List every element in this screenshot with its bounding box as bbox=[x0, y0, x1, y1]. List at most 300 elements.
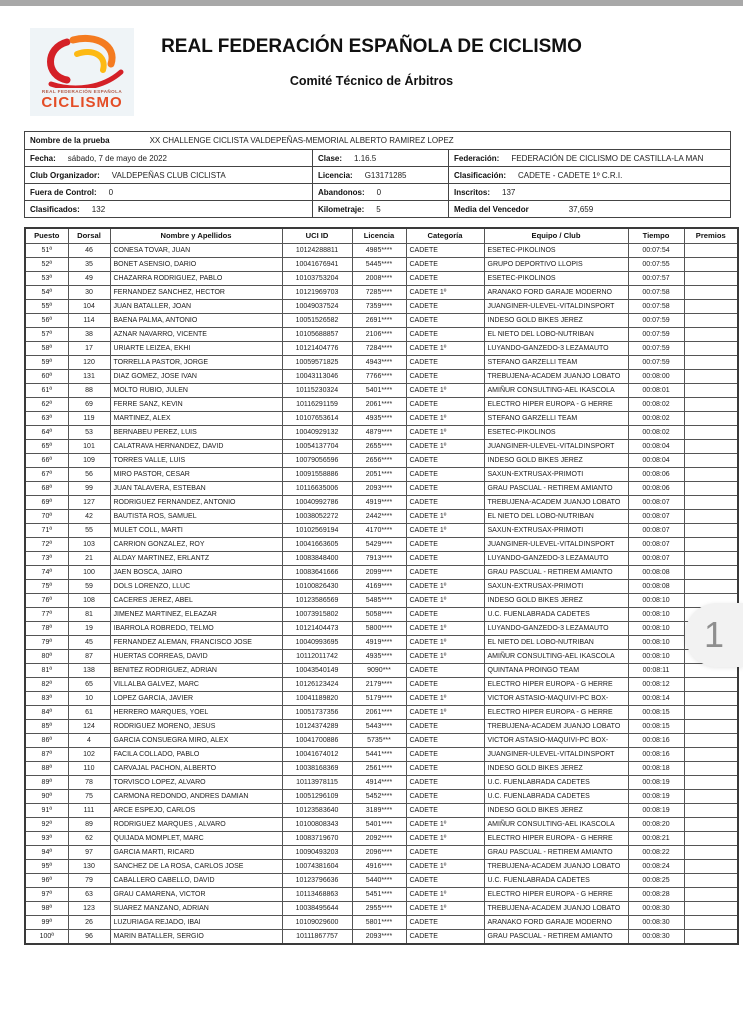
table-row bbox=[25, 579, 738, 593]
cell-equipo: ELECTRO HIPER EUROPA - G HERRE bbox=[484, 397, 628, 411]
cell-categoria: CADETE bbox=[406, 915, 484, 929]
cell-categoria: CADETE 1º bbox=[406, 859, 484, 873]
cell-nombre: ALDAY MARTINEZ, ERLANTZ bbox=[110, 551, 282, 565]
cell-licencia: 4935**** bbox=[352, 649, 406, 663]
cell-categoria: CADETE bbox=[406, 257, 484, 271]
cell-dorsal: 59 bbox=[68, 579, 110, 593]
cell-puesto: 59ª bbox=[25, 355, 68, 369]
club-value: VALDEPEÑAS CLUB CICLISTA bbox=[111, 170, 226, 180]
cell-premios bbox=[684, 705, 738, 719]
cell-licencia: 5801**** bbox=[352, 915, 406, 929]
cell-licencia: 5058**** bbox=[352, 607, 406, 621]
table-row bbox=[25, 677, 738, 691]
table-row bbox=[25, 425, 738, 439]
cell-tiempo: 00:08:10 bbox=[628, 635, 684, 649]
table-row bbox=[25, 593, 738, 607]
cell-nombre: MULET COLL, MARTI bbox=[110, 523, 282, 537]
table-row bbox=[25, 901, 738, 915]
cell-nombre: BAENA PALMA, ANTONIO bbox=[110, 313, 282, 327]
table-row bbox=[25, 299, 738, 313]
cell-dorsal: 102 bbox=[68, 747, 110, 761]
cell-nombre: JUAN TALAVERA, ESTEBAN bbox=[110, 481, 282, 495]
cell-dorsal: 110 bbox=[68, 761, 110, 775]
cell-dorsal: 30 bbox=[68, 285, 110, 299]
cell-uci-id: 10126123424 bbox=[282, 677, 352, 691]
cell-tiempo: 00:07:55 bbox=[628, 257, 684, 271]
cell-puesto: 76ª bbox=[25, 593, 68, 607]
table-row bbox=[25, 663, 738, 677]
cell-licencia: 4916**** bbox=[352, 859, 406, 873]
cell-dorsal: 46 bbox=[68, 243, 110, 257]
cell-premios bbox=[684, 327, 738, 341]
cell-licencia: 4879**** bbox=[352, 425, 406, 439]
cell-puesto: 56ª bbox=[25, 313, 68, 327]
table-row bbox=[25, 789, 738, 803]
cell-uci-id: 10102569194 bbox=[282, 523, 352, 537]
cell-puesto: 55ª bbox=[25, 299, 68, 313]
cell-premios bbox=[684, 677, 738, 691]
table-row bbox=[25, 817, 738, 831]
cell-nombre: MIRO PASTOR, CESAR bbox=[110, 467, 282, 481]
cell-puesto: 57ª bbox=[25, 327, 68, 341]
table-row bbox=[25, 411, 738, 425]
cell-dorsal: 53 bbox=[68, 425, 110, 439]
cell-puesto: 53ª bbox=[25, 271, 68, 285]
fuera-control-value: 0 bbox=[108, 187, 114, 197]
cell-categoria: CADETE 1º bbox=[406, 509, 484, 523]
cell-premios bbox=[684, 299, 738, 313]
cell-licencia: 2061**** bbox=[352, 397, 406, 411]
cell-equipo: TREBUJENA-ACADEM JUANJO LOBATO bbox=[484, 901, 628, 915]
cell-licencia: 5401**** bbox=[352, 817, 406, 831]
table-row bbox=[25, 705, 738, 719]
table-row bbox=[25, 915, 738, 929]
cell-uci-id: 10116291159 bbox=[282, 397, 352, 411]
cell-tiempo: 00:08:07 bbox=[628, 551, 684, 565]
cell-premios bbox=[684, 789, 738, 803]
info-row-fecha bbox=[25, 149, 730, 166]
race-info-box bbox=[24, 131, 731, 218]
cell-licencia: 2179**** bbox=[352, 677, 406, 691]
cell-tiempo: 00:08:10 bbox=[628, 621, 684, 635]
cell-puesto: 99ª bbox=[25, 915, 68, 929]
cell-dorsal: 127 bbox=[68, 495, 110, 509]
cell-categoria: CADETE bbox=[406, 873, 484, 887]
cell-nombre: CALATRAVA HERNANDEZ, DAVID bbox=[110, 439, 282, 453]
cell-categoria: CADETE bbox=[406, 537, 484, 551]
cell-dorsal: 131 bbox=[68, 369, 110, 383]
cell-puesto: 89ª bbox=[25, 775, 68, 789]
cell-tiempo: 00:08:18 bbox=[628, 761, 684, 775]
cell-nombre: BAUTISTA ROS, SAMUEL bbox=[110, 509, 282, 523]
table-header-row bbox=[25, 228, 738, 243]
cell-dorsal: 65 bbox=[68, 677, 110, 691]
cell-dorsal: 88 bbox=[68, 383, 110, 397]
table-row bbox=[25, 621, 738, 635]
table-row bbox=[25, 691, 738, 705]
results-table-body bbox=[25, 243, 738, 944]
cell-puesto: 85ª bbox=[25, 719, 68, 733]
cell-uci-id: 10121404473 bbox=[282, 621, 352, 635]
cell-dorsal: 69 bbox=[68, 397, 110, 411]
cell-uci-id: 10123586569 bbox=[282, 593, 352, 607]
cell-dorsal: 26 bbox=[68, 915, 110, 929]
cell-licencia: 7766**** bbox=[352, 369, 406, 383]
cell-dorsal: 120 bbox=[68, 355, 110, 369]
cell-nombre: TORVISCO LOPEZ, ALVARO bbox=[110, 775, 282, 789]
col-header-uci-id: UCI ID bbox=[282, 228, 352, 243]
cell-licencia: 2061**** bbox=[352, 705, 406, 719]
federacion-value: FEDERACIÓN DE CICLISMO DE CASTILLA-LA MAN bbox=[511, 153, 704, 163]
cell-dorsal: 100 bbox=[68, 565, 110, 579]
cell-uci-id: 10040929132 bbox=[282, 425, 352, 439]
cell-puesto: 88ª bbox=[25, 761, 68, 775]
cell-tiempo: 00:07:58 bbox=[628, 299, 684, 313]
viewer-top-bar bbox=[0, 0, 743, 6]
cell-puesto: 54ª bbox=[25, 285, 68, 299]
table-row bbox=[25, 607, 738, 621]
cell-categoria: CADETE 1º bbox=[406, 383, 484, 397]
cell-equipo: AMIÑUR CONSULTING-AEL IKASCOLA bbox=[484, 649, 628, 663]
cell-categoria: CADETE bbox=[406, 803, 484, 817]
cell-premios bbox=[684, 355, 738, 369]
cell-dorsal: 87 bbox=[68, 649, 110, 663]
cell-licencia: 7284**** bbox=[352, 341, 406, 355]
cell-tiempo: 00:08:02 bbox=[628, 397, 684, 411]
cell-licencia: 4914**** bbox=[352, 775, 406, 789]
cell-dorsal: 17 bbox=[68, 341, 110, 355]
cell-uci-id: 10107653614 bbox=[282, 411, 352, 425]
cell-equipo: LUYANDO-GANZEDO-3 LEZAMAUTO bbox=[484, 341, 628, 355]
cell-premios bbox=[684, 397, 738, 411]
cell-puesto: 75ª bbox=[25, 579, 68, 593]
cell-dorsal: 89 bbox=[68, 817, 110, 831]
cell-nombre: FACILA COLLADO, PABLO bbox=[110, 747, 282, 761]
cell-tiempo: 00:08:25 bbox=[628, 873, 684, 887]
licencia-value: G13171285 bbox=[364, 170, 407, 180]
cell-uci-id: 10091558886 bbox=[282, 467, 352, 481]
clasificados-value: 132 bbox=[91, 204, 106, 214]
cell-uci-id: 10105688857 bbox=[282, 327, 352, 341]
cell-categoria: CADETE bbox=[406, 789, 484, 803]
cell-tiempo: 00:08:00 bbox=[628, 369, 684, 383]
cell-puesto: 62ª bbox=[25, 397, 68, 411]
fecha-label: Fecha: bbox=[30, 153, 56, 163]
cell-categoria: CADETE bbox=[406, 467, 484, 481]
cell-tiempo: 00:07:58 bbox=[628, 285, 684, 299]
cell-premios bbox=[684, 313, 738, 327]
cell-licencia: 2691**** bbox=[352, 313, 406, 327]
cell-dorsal: 42 bbox=[68, 509, 110, 523]
cell-licencia: 3189**** bbox=[352, 803, 406, 817]
cell-uci-id: 10124374289 bbox=[282, 719, 352, 733]
cell-categoria: CADETE 1º bbox=[406, 691, 484, 705]
cell-licencia: 4985**** bbox=[352, 243, 406, 257]
cell-categoria: CADETE 1º bbox=[406, 425, 484, 439]
cell-uci-id: 10059571825 bbox=[282, 355, 352, 369]
fuera-control-label: Fuera de Control: bbox=[30, 187, 97, 197]
cell-uci-id: 10038495644 bbox=[282, 901, 352, 915]
cell-licencia: 9090*** bbox=[352, 663, 406, 677]
cell-dorsal: 55 bbox=[68, 523, 110, 537]
cell-tiempo: 00:08:11 bbox=[628, 663, 684, 677]
cell-uci-id: 10049037524 bbox=[282, 299, 352, 313]
cell-puesto: 98ª bbox=[25, 901, 68, 915]
cell-licencia: 2955**** bbox=[352, 901, 406, 915]
cell-licencia: 2442**** bbox=[352, 509, 406, 523]
cell-premios bbox=[684, 257, 738, 271]
cell-premios bbox=[684, 369, 738, 383]
cell-dorsal: 104 bbox=[68, 299, 110, 313]
col-header-tiempo: Tiempo bbox=[628, 228, 684, 243]
cell-premios bbox=[684, 481, 738, 495]
fecha-value: sábado, 7 de mayo de 2022 bbox=[67, 153, 167, 163]
cell-equipo: U.C. FUENLABRADA CADETES bbox=[484, 789, 628, 803]
table-row bbox=[25, 551, 738, 565]
cell-premios bbox=[684, 551, 738, 565]
cell-equipo: ELECTRO HIPER EUROPA - G HERRE bbox=[484, 887, 628, 901]
cell-categoria: CADETE 1º bbox=[406, 887, 484, 901]
cell-equipo: SAXUN-EXTRUSAX-PRIMOTI bbox=[484, 579, 628, 593]
cell-tiempo: 00:08:19 bbox=[628, 775, 684, 789]
media-vencedor-value: 37,659 bbox=[568, 204, 594, 214]
cell-equipo: EL NIETO DEL LOBO-NUTRIBAN bbox=[484, 509, 628, 523]
cell-premios bbox=[684, 579, 738, 593]
cell-uci-id: 10051526582 bbox=[282, 313, 352, 327]
cell-nombre: JUAN BATALLER, JOAN bbox=[110, 299, 282, 313]
cell-equipo: STEFANO GARZELLI TEAM bbox=[484, 411, 628, 425]
table-row bbox=[25, 845, 738, 859]
cell-equipo: LUYANDO-GANZEDO-3 LEZAMAUTO bbox=[484, 621, 628, 635]
cell-tiempo: 00:08:15 bbox=[628, 719, 684, 733]
cell-dorsal: 61 bbox=[68, 705, 110, 719]
table-row bbox=[25, 467, 738, 481]
cell-tiempo: 00:08:04 bbox=[628, 439, 684, 453]
table-row bbox=[25, 873, 738, 887]
cell-premios bbox=[684, 733, 738, 747]
cell-categoria: CADETE 1º bbox=[406, 523, 484, 537]
cell-puesto: 87ª bbox=[25, 747, 68, 761]
kilometraje-value: 5 bbox=[376, 204, 381, 214]
table-row bbox=[25, 369, 738, 383]
table-row bbox=[25, 509, 738, 523]
cell-nombre: JIMENEZ MARTINEZ, ELEAZAR bbox=[110, 607, 282, 621]
cell-nombre: TORRELLA PASTOR, JORGE bbox=[110, 355, 282, 369]
cell-puesto: 52ª bbox=[25, 257, 68, 271]
cell-licencia: 7913**** bbox=[352, 551, 406, 565]
table-row bbox=[25, 243, 738, 257]
cell-equipo: TREBUJENA-ACADEM JUANJO LOBATO bbox=[484, 495, 628, 509]
cell-nombre: HUERTAS CORREAS, DAVID bbox=[110, 649, 282, 663]
cell-equipo: GRUPO DEPORTIVO LLOPIS bbox=[484, 257, 628, 271]
cell-licencia: 7359**** bbox=[352, 299, 406, 313]
cell-categoria: CADETE bbox=[406, 327, 484, 341]
cell-equipo: TREBUJENA-ACADEM JUANJO LOBATO bbox=[484, 719, 628, 733]
cell-premios bbox=[684, 243, 738, 257]
cell-uci-id: 10083641666 bbox=[282, 565, 352, 579]
cell-puesto: 97ª bbox=[25, 887, 68, 901]
info-row-club bbox=[25, 166, 730, 183]
page-title: REAL FEDERACIÓN ESPAÑOLA DE CICLISMO bbox=[161, 36, 582, 57]
cell-tiempo: 00:08:01 bbox=[628, 383, 684, 397]
cell-nombre: HERRERO MARQUES, YOEL bbox=[110, 705, 282, 719]
cell-tiempo: 00:08:19 bbox=[628, 803, 684, 817]
cell-uci-id: 10041676941 bbox=[282, 257, 352, 271]
cell-premios bbox=[684, 439, 738, 453]
cell-premios bbox=[684, 873, 738, 887]
cell-nombre: ARCE ESPEJO, CARLOS bbox=[110, 803, 282, 817]
cell-equipo: SAXUN-EXTRUSAX-PRIMOTI bbox=[484, 523, 628, 537]
cell-premios bbox=[684, 929, 738, 944]
cell-dorsal: 21 bbox=[68, 551, 110, 565]
cell-categoria: CADETE 1º bbox=[406, 635, 484, 649]
cell-dorsal: 56 bbox=[68, 467, 110, 481]
cell-uci-id: 10123796636 bbox=[282, 873, 352, 887]
cell-tiempo: 00:08:07 bbox=[628, 509, 684, 523]
cell-uci-id: 10116635006 bbox=[282, 481, 352, 495]
cell-licencia: 2093**** bbox=[352, 929, 406, 944]
cell-nombre: RODRIGUEZ MARQUES , ALVARO bbox=[110, 817, 282, 831]
cell-uci-id: 10083719670 bbox=[282, 831, 352, 845]
cell-uci-id: 10124288811 bbox=[282, 243, 352, 257]
page-number-indicator bbox=[685, 603, 743, 667]
cell-dorsal: 38 bbox=[68, 327, 110, 341]
cell-licencia: 5735*** bbox=[352, 733, 406, 747]
cell-categoria: CADETE bbox=[406, 313, 484, 327]
cell-puesto: 86ª bbox=[25, 733, 68, 747]
cell-categoria: CADETE 1º bbox=[406, 439, 484, 453]
table-row bbox=[25, 257, 738, 271]
cell-puesto: 91ª bbox=[25, 803, 68, 817]
cell-categoria: CADETE 1º bbox=[406, 621, 484, 635]
cell-puesto: 82ª bbox=[25, 677, 68, 691]
cell-licencia: 2655**** bbox=[352, 439, 406, 453]
cell-puesto: 66ª bbox=[25, 453, 68, 467]
cell-premios bbox=[684, 915, 738, 929]
cell-licencia: 4919**** bbox=[352, 495, 406, 509]
cell-uci-id: 10112011742 bbox=[282, 649, 352, 663]
cell-premios bbox=[684, 761, 738, 775]
cell-categoria: CADETE bbox=[406, 775, 484, 789]
cell-puesto: 68ª bbox=[25, 481, 68, 495]
cell-licencia: 4943**** bbox=[352, 355, 406, 369]
cell-tiempo: 00:08:19 bbox=[628, 789, 684, 803]
cell-licencia: 5800**** bbox=[352, 621, 406, 635]
cell-uci-id: 10054137704 bbox=[282, 439, 352, 453]
cell-nombre: SUAREZ MANZANO, ADRIAN bbox=[110, 901, 282, 915]
table-row bbox=[25, 439, 738, 453]
logo-ciclismo-text: CICLISMO bbox=[41, 94, 123, 111]
cell-dorsal: 123 bbox=[68, 901, 110, 915]
cell-equipo: ELECTRO HIPER EUROPA - G HERRE bbox=[484, 677, 628, 691]
cell-uci-id: 10100808343 bbox=[282, 817, 352, 831]
inscritos-label: Inscritos: bbox=[454, 187, 491, 197]
cell-tiempo: 00:07:59 bbox=[628, 341, 684, 355]
cell-categoria: CADETE bbox=[406, 397, 484, 411]
cell-tiempo: 00:08:21 bbox=[628, 831, 684, 845]
table-row bbox=[25, 859, 738, 873]
cell-licencia: 5451**** bbox=[352, 887, 406, 901]
cell-nombre: JAEN BOSCA, JAIRO bbox=[110, 565, 282, 579]
cell-tiempo: 00:08:30 bbox=[628, 915, 684, 929]
cell-puesto: 65ª bbox=[25, 439, 68, 453]
cell-categoria: CADETE 1º bbox=[406, 831, 484, 845]
col-header-categoria: Categoría bbox=[406, 228, 484, 243]
cell-equipo: STEFANO GARZELLI TEAM bbox=[484, 355, 628, 369]
cell-puesto: 74ª bbox=[25, 565, 68, 579]
cell-licencia: 2106**** bbox=[352, 327, 406, 341]
cell-uci-id: 10043540149 bbox=[282, 663, 352, 677]
cell-tiempo: 00:08:06 bbox=[628, 467, 684, 481]
cell-puesto: 83ª bbox=[25, 691, 68, 705]
table-row bbox=[25, 565, 738, 579]
cell-equipo: LUYANDO-GANZEDO-3 LEZAMAUTO bbox=[484, 551, 628, 565]
cell-uci-id: 10123583640 bbox=[282, 803, 352, 817]
cell-equipo: ESETEC-PIKOLINOS bbox=[484, 271, 628, 285]
cell-licencia: 4935**** bbox=[352, 411, 406, 425]
cell-tiempo: 00:08:16 bbox=[628, 747, 684, 761]
col-header-licencia: Licencia bbox=[352, 228, 406, 243]
cell-categoria: CADETE bbox=[406, 747, 484, 761]
cell-nombre: CABALLERO CABELLO, DAVID bbox=[110, 873, 282, 887]
cell-uci-id: 10090493203 bbox=[282, 845, 352, 859]
cell-premios bbox=[684, 425, 738, 439]
cell-premios bbox=[684, 523, 738, 537]
cell-licencia: 4919**** bbox=[352, 635, 406, 649]
cell-dorsal: 101 bbox=[68, 439, 110, 453]
page-subtitle: Comité Técnico de Árbitros bbox=[289, 74, 454, 88]
clasificacion-label: Clasificación: bbox=[454, 170, 507, 180]
cell-licencia: 2096**** bbox=[352, 845, 406, 859]
cell-equipo: VICTOR ASTASIO-MAQUIVI-PC BOX- bbox=[484, 691, 628, 705]
cell-puesto: 81ª bbox=[25, 663, 68, 677]
table-row bbox=[25, 481, 738, 495]
cell-nombre: GARCIA CONSUEGRA MIRO, ALEX bbox=[110, 733, 282, 747]
cell-equipo: ESETEC-PIKOLINOS bbox=[484, 425, 628, 439]
cell-equipo: TREBUJENA-ACADEM JUANJO LOBATO bbox=[484, 859, 628, 873]
cell-puesto: 79ª bbox=[25, 635, 68, 649]
cell-categoria: CADETE bbox=[406, 607, 484, 621]
cell-dorsal: 96 bbox=[68, 929, 110, 944]
cell-nombre: BONET ASENSIO, DARIO bbox=[110, 257, 282, 271]
clasificados-label: Clasificados: bbox=[30, 204, 80, 214]
cell-tiempo: 00:08:07 bbox=[628, 495, 684, 509]
cell-equipo: TREBUJENA-ACADEM JUANJO LOBATO bbox=[484, 369, 628, 383]
cell-dorsal: 79 bbox=[68, 873, 110, 887]
cell-dorsal: 108 bbox=[68, 593, 110, 607]
cell-equipo: GRAU PASCUAL - RETIREM AMIANTO bbox=[484, 845, 628, 859]
col-header-puesto: Puesto bbox=[25, 228, 68, 243]
cell-nombre: CARMONA REDONDO, ANDRES DAMIAN bbox=[110, 789, 282, 803]
cell-nombre: TORRES VALLE, LUIS bbox=[110, 453, 282, 467]
cell-categoria: CADETE bbox=[406, 355, 484, 369]
cell-premios bbox=[684, 467, 738, 481]
cell-premios bbox=[684, 817, 738, 831]
cell-tiempo: 00:08:10 bbox=[628, 593, 684, 607]
abandonos-label: Abandonos: bbox=[318, 187, 365, 197]
cell-licencia: 5452**** bbox=[352, 789, 406, 803]
cell-dorsal: 99 bbox=[68, 481, 110, 495]
cell-dorsal: 114 bbox=[68, 313, 110, 327]
table-row bbox=[25, 733, 738, 747]
cell-equipo: INDESO GOLD BIKES JEREZ bbox=[484, 761, 628, 775]
cell-licencia: 2093**** bbox=[352, 481, 406, 495]
cell-dorsal: 45 bbox=[68, 635, 110, 649]
cell-dorsal: 4 bbox=[68, 733, 110, 747]
cell-tiempo: 00:08:10 bbox=[628, 649, 684, 663]
cell-puesto: 80ª bbox=[25, 649, 68, 663]
cell-uci-id: 10041674012 bbox=[282, 747, 352, 761]
